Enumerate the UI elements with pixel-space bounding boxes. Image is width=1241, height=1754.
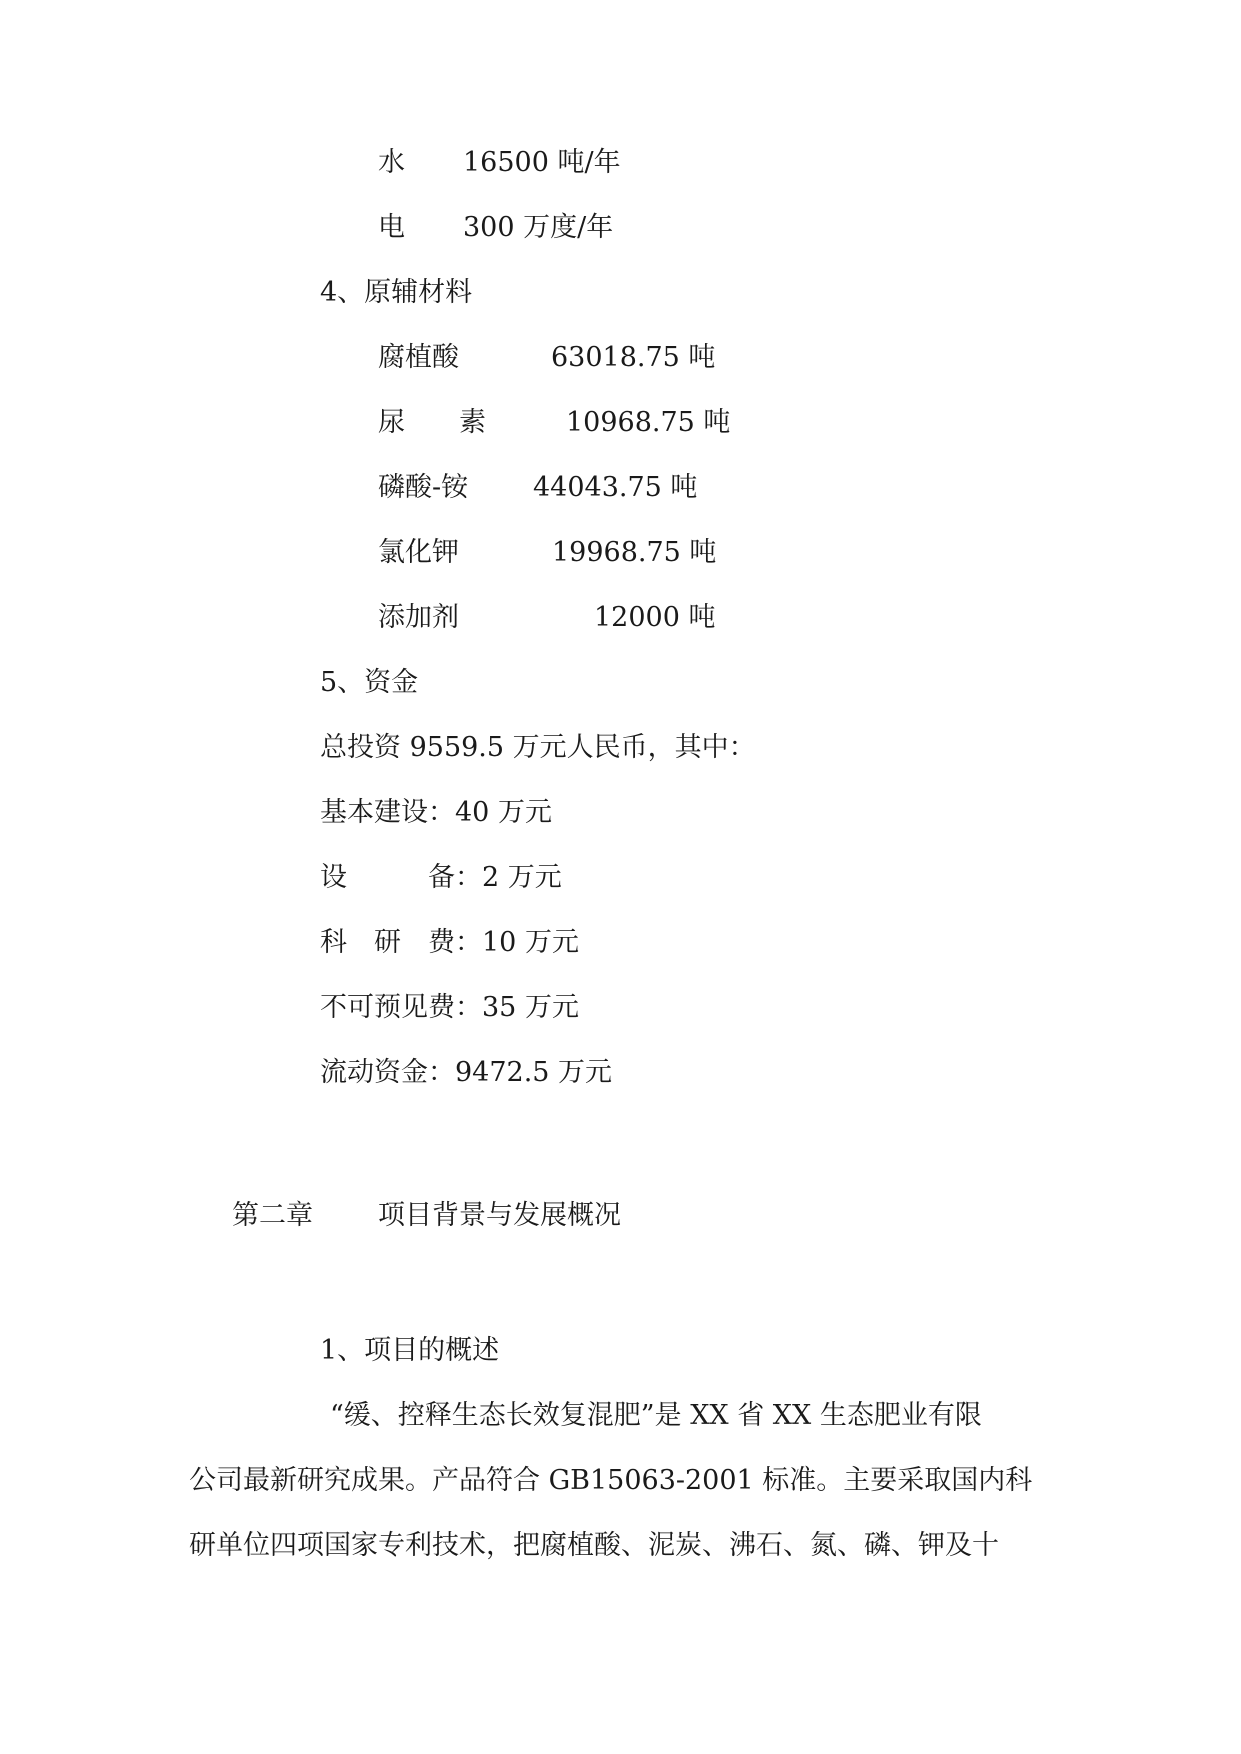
funds-line: 科 研 费：10 万元 bbox=[320, 927, 579, 958]
material-label: 尿 素 bbox=[378, 407, 486, 438]
utility-label: 水 bbox=[378, 147, 405, 178]
material-value: 63018.75 吨 bbox=[551, 342, 716, 373]
funds-heading: 5、资金 bbox=[320, 667, 419, 698]
section-heading: 1、项目的概述 bbox=[320, 1335, 500, 1366]
material-value: 10968.75 吨 bbox=[566, 407, 731, 438]
material-label: 添加剂 bbox=[378, 602, 459, 633]
paragraph-line: “缓、控释生态长效复混肥”是 XX 省 XX 生态肥业有限 bbox=[330, 1400, 982, 1431]
funds-line: 总投资 9559.5 万元人民币，其中： bbox=[320, 732, 756, 763]
chapter-title: 项目背景与发展概况 bbox=[378, 1200, 621, 1231]
material-row bbox=[0, 406, 1241, 440]
funds-line: 不可预见费：35 万元 bbox=[320, 992, 579, 1023]
utility-value: 16500 吨/年 bbox=[463, 147, 621, 178]
utility-row-electricity bbox=[0, 211, 1241, 245]
material-row bbox=[0, 536, 1241, 570]
chapter-heading bbox=[0, 1199, 1241, 1233]
material-row bbox=[0, 341, 1241, 375]
materials-heading: 4、原辅材料 bbox=[320, 277, 473, 308]
utility-value: 300 万度/年 bbox=[463, 212, 614, 243]
paragraph-line: 研单位四项国家专利技术，把腐植酸、泥炭、沸石、氮、磷、钾及十 bbox=[189, 1530, 999, 1561]
funds-line: 流动资金：9472.5 万元 bbox=[320, 1057, 613, 1088]
material-value: 12000 吨 bbox=[594, 602, 716, 633]
material-row bbox=[0, 601, 1241, 635]
material-value: 44043.75 吨 bbox=[533, 472, 698, 503]
utility-row-water bbox=[0, 146, 1241, 180]
chapter-number: 第二章 bbox=[232, 1200, 313, 1231]
paragraph-line: 公司最新研究成果。产品符合 GB15063-2001 标准。主要采取国内科 bbox=[189, 1465, 1033, 1496]
funds-line: 基本建设：40 万元 bbox=[320, 797, 552, 828]
material-label: 氯化钾 bbox=[378, 537, 459, 568]
funds-line: 设 备：2 万元 bbox=[320, 862, 562, 893]
material-row bbox=[0, 471, 1241, 505]
utility-label: 电 bbox=[378, 212, 405, 243]
material-label: 磷酸-铵 bbox=[378, 472, 469, 503]
material-label: 腐植酸 bbox=[378, 342, 459, 373]
material-value: 19968.75 吨 bbox=[552, 537, 717, 568]
